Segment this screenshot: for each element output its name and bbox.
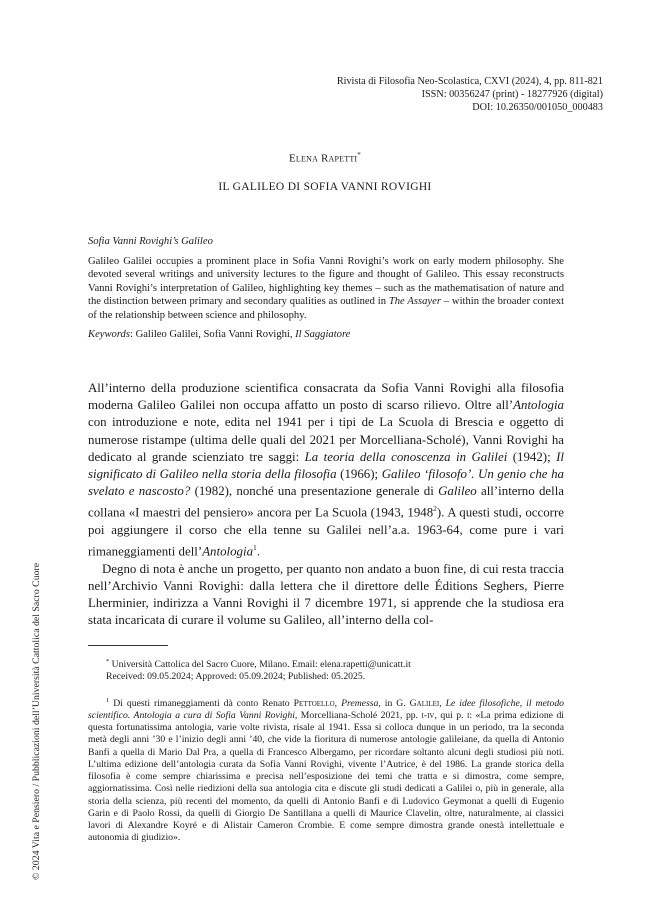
italic-title: Antologia	[513, 398, 564, 413]
abstract-italic-title: The Assayer	[388, 296, 441, 307]
footnote-1-mark: 1	[106, 696, 110, 704]
keywords	[88, 328, 564, 342]
author-footnote-mark: *	[357, 151, 361, 159]
abstract-text	[88, 255, 564, 323]
article-title: IL GALILEO DI SOFIA VANNI ROVIGHI	[218, 181, 432, 193]
text-run: Di questi rimaneggiamenti dà conto Renato	[109, 697, 294, 709]
cited-author: Galilei	[409, 697, 440, 709]
side-copyright: © 2024 Vita e Pensiero / Pubblicazioni dell’Università Cattolica del Sacro Cuore	[31, 562, 42, 880]
text-run: (1942);	[507, 449, 557, 464]
italic-title: Galileo ‘filosofo’. Un genio che ha svelato e nascosto?	[88, 467, 565, 499]
journal-doi: DOI: 10.26350/001050_000483	[472, 102, 603, 114]
text-run: : «La prima edizione di questa fortunatissima antologia, varie volte rivista, risale al 1941. Essa si colloca dunque in un periodo, tra la seconda metà degli anni ’30 e l’inizio degli anni ’40, che vide la fioritura di numerose antologie galileiane, da quella di Antonio Banfi a quella di Mario Dal Pra, a quella di Francesco Albergamo, per ricordare soltanto alcuni degli studiosi più noti. L’ultima edizione dell’antologia curata da Sofia Vanni Rovighi, vivente l’Autrice, è del 1986. La grande storica della filosofia è come sempre chiarissima e precisa nell’esposizione dei temi che tratta e si dimostra, come sempre, aggiornatissima. Così nelle riedizioni della sua antologia cita e discute gli studi dedicati a Galilei o, più in generale, alla storia della scienza, più recenti del momento, da quelli di Antonio Banfi e di Ludovico Geymonat a quelli di Eugenio Garin e di Paolo Rossi, da quelli di Giorgio De Santillana a quelli di Maurice Clavelin, oltre, naturalmente, ai classici lavori di Alexandre Koyré e di Alistair Cameron Crombie. E come sempre dimostra grande onestà intellettuale e autonomia di giudizio».	[88, 710, 564, 844]
text-run: con introduzione e note, edita nel 1941 per i tipi de La Scuola di Brescia e oggetto di numerose ristampe (ultima delle quali del 2021 per Morcelliana-Scholé), Vanni Rovighi ha dedicato al grande scienziato tre saggi:	[88, 415, 564, 464]
text-run: All’interno della produzione scientifica consacrata da Sofia Vanni Rovighi alla filosofia moderna Galileo Galilei non occupa affatto un posto di scarso rilievo. Oltre all’	[88, 381, 564, 413]
text-run: (1982), nonché una presentazione generale di	[190, 484, 439, 499]
text-run: , in G.	[378, 697, 410, 709]
text-run: (1966);	[336, 467, 382, 482]
italic-title: La teoria della conoscenza in Galilei	[304, 449, 508, 464]
journal-issn: ISSN: 00356247 (print) - 18277926 (digital)	[421, 89, 603, 101]
edition-superscript: 2	[433, 504, 437, 514]
text-run: all’interno della collana «I maestri del pensiero» ancora per La Scuola (1943, 1948	[88, 484, 565, 520]
footnote-star-mark: *	[106, 658, 110, 665]
italic-title: Premessa	[341, 697, 379, 709]
italic-title: Galileo	[438, 484, 477, 499]
footnotes	[88, 656, 564, 844]
author-affiliation: Università Cattolica del Sacro Cuore, Milano. Email: elena.rapetti@unicatt.it	[111, 659, 411, 671]
cited-author: Pettoello	[293, 697, 335, 709]
paragraph-1	[88, 380, 564, 561]
italic-title: Le idee filosofiche, il metodo scientifico. Antologia a cura di Sofia Vanni Rovighi	[88, 697, 565, 722]
keywords-label: Keywords	[88, 329, 130, 340]
footnote-star	[88, 656, 564, 671]
abstract-text-part: Galileo Galilei occupies a prominent place in Sofia Vanni Rovighi’s work on early modern philosophy. She devoted several writings and university lectures to the figure and thought of Galileo. This essay reconstructs Vanni Rovighi’s interpretation of Galileo, highlighting key themes – such as the mathematisation of nature and the distinction between primary and secondary qualities as outlined in	[88, 255, 564, 307]
keywords-list: : Galileo Galilei, Sofia Vanni Rovighi,	[129, 329, 296, 340]
article-dates: Received: 09.05.2024; Approved: 05.09.2024; Published: 05.2025.	[106, 671, 366, 683]
text-run: ). A questi studi, occorre poi aggiungere il corso che ella tenne su Galilei nell’a.a. 1963-64, come pure i vari rimaneggiamenti dell’	[88, 505, 564, 559]
italic-title: Il significato di Galileo nella storia della filosofia	[88, 449, 564, 482]
english-title: Sofia Vanni Rovighi’s Galileo	[88, 236, 213, 247]
page-number: i	[467, 710, 470, 722]
text-run: , Morcelliana-Scholé 2021, pp.	[294, 710, 422, 722]
text-run: ,	[334, 697, 342, 709]
text-run: , qui p.	[434, 710, 468, 722]
author-name: Elena Rapetti	[289, 152, 358, 165]
keywords-italic-term: Il Saggiatore	[295, 329, 351, 340]
abstract-text-part: – within the broader context of the relationship between science and philosophy.	[88, 296, 565, 321]
author-line	[0, 151, 650, 165]
footnote-1	[88, 695, 564, 845]
paragraph-2: Degno di nota è anche un progetto, per quanto non andato a buon fine, di cui resta traccia nell’Archivio Vanni Rovighi: dalla lettera che il direttore delle Éditions Seghers, Pierre Lherminier, indirizza a Vanni Rovighi il 7 dicembre 1971, si apprende che la studiosa era stata incaricata di curare il volume su Galileo, all’interno della col-	[88, 561, 564, 628]
journal-citation: Rivista di Filosofia Neo-Scolastica, CXVI (2024), 4, pp. 811-821	[336, 76, 603, 87]
abstract-block	[88, 235, 564, 342]
journal-header	[337, 75, 603, 115]
page-range: i-iv	[421, 710, 435, 722]
text-run: ,	[439, 697, 446, 709]
footnote-divider	[88, 645, 168, 646]
text-run: .	[256, 544, 261, 559]
italic-title: Antologia	[202, 544, 254, 559]
main-text	[88, 380, 564, 629]
footnote-ref-1[interactable]: 1	[253, 543, 257, 553]
